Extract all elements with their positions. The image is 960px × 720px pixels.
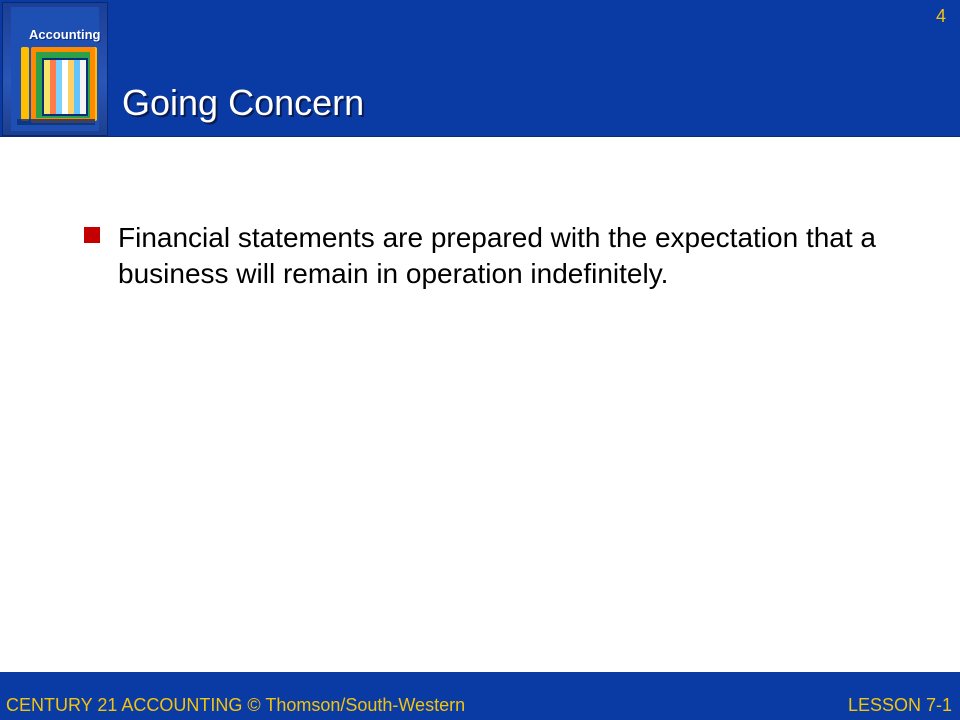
cover-brand: Accounting xyxy=(29,27,101,42)
bullet-item xyxy=(84,220,904,292)
footer-lesson: LESSON 7-1 xyxy=(847,695,952,715)
cover-window-frame xyxy=(31,47,95,123)
square-bullet-icon xyxy=(84,227,100,243)
cover-window-inner xyxy=(42,58,88,116)
book-cover-image xyxy=(2,2,108,136)
bullet-text: Financial statements are prepared with the expectation that a business will remain in operation indefinitely. xyxy=(118,222,876,289)
slide-content xyxy=(84,220,904,292)
slide-number: 4 xyxy=(935,6,946,26)
cover-top-text xyxy=(15,11,95,21)
cover-background xyxy=(11,7,99,131)
slide-header xyxy=(0,0,960,137)
slide-footer xyxy=(0,672,960,720)
cover-left-column xyxy=(21,47,29,121)
cover-bottom-strip xyxy=(17,119,95,125)
slide-title: Going Concern xyxy=(122,82,365,123)
footer-course: CENTURY 21 ACCOUNTING © Thomson/South-Western xyxy=(6,695,466,715)
